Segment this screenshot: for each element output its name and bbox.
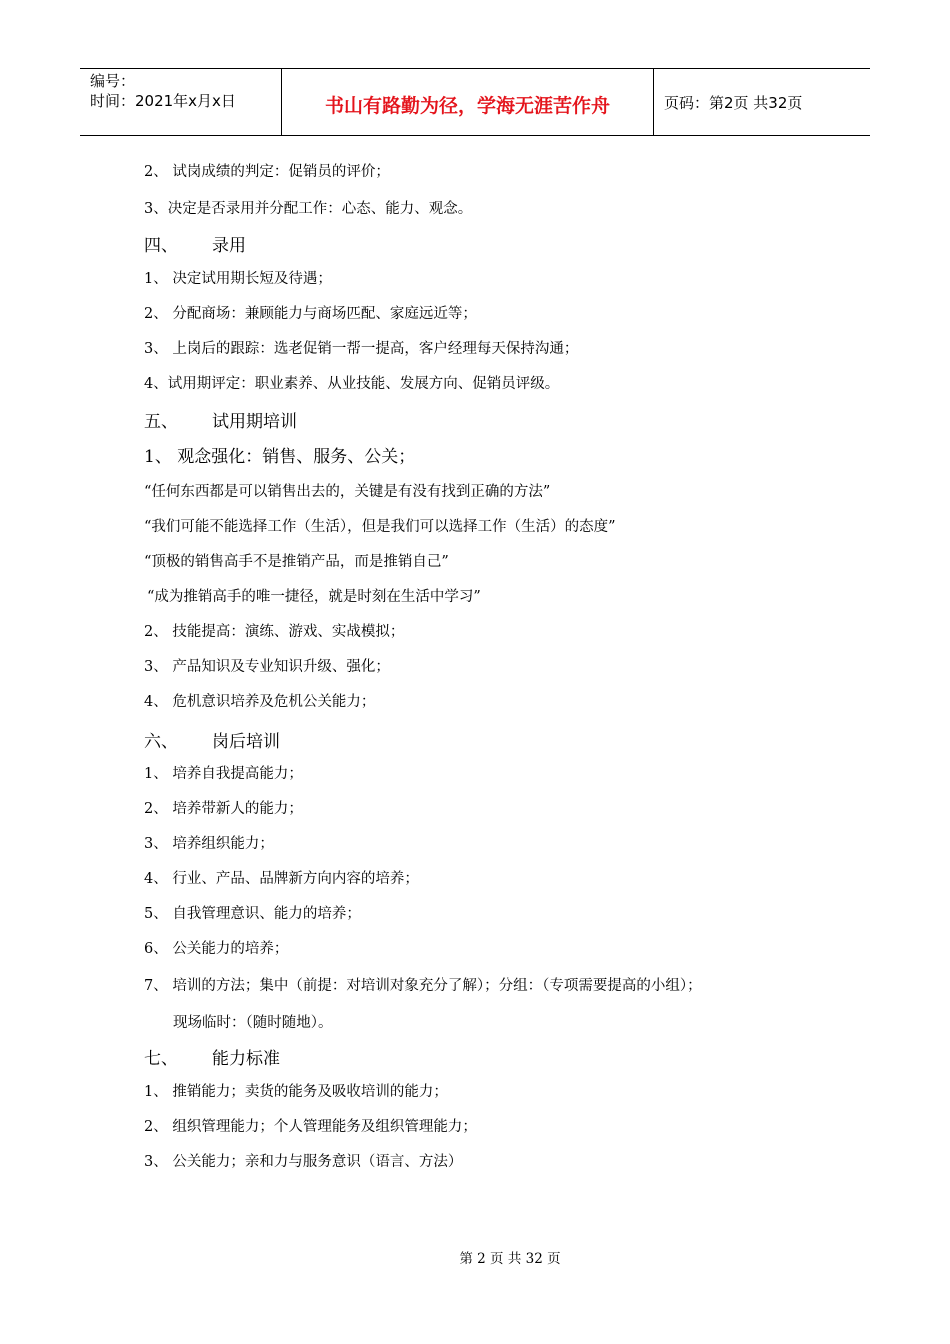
body-line: 2、 培养带新人的能力； xyxy=(144,801,303,817)
quote-line: “任何东西都是可以销售出去的，关键是有没有找到正确的方法” xyxy=(144,484,551,500)
document-number-label: 编号： xyxy=(90,72,136,90)
section-heading xyxy=(144,407,297,432)
header-motto: 书山有路勤为径，学海无涯苦作舟 xyxy=(282,69,654,135)
section-heading xyxy=(144,727,280,752)
section-title: 录用 xyxy=(212,236,246,256)
body-line: 1、 决定试用期长短及待遇； xyxy=(144,271,332,287)
body-line: 4、 危机意识培养及危机公关能力； xyxy=(144,694,376,710)
body-line: 4、试用期评定：职业素养、从业技能、发展方向、促销员评级。 xyxy=(144,376,560,392)
body-line: 1、 观念强化：销售、服务、公关； xyxy=(144,447,416,467)
body-line: 1、 推销能力；卖货的能务及吸收培训的能力； xyxy=(144,1084,448,1100)
quote-line: “我们可能不能选择工作（生活），但是我们可以选择工作（生活）的态度” xyxy=(144,519,616,535)
body-line: 2、 分配商场：兼顾能力与商场匹配、家庭远近等； xyxy=(144,306,477,322)
page-footer: 第 2 页 共 32 页 xyxy=(459,1251,561,1267)
body-line: 3、 公关能力；亲和力与服务意识（语言、方法） xyxy=(144,1154,463,1170)
section-number: 六、 xyxy=(144,732,178,752)
page-header xyxy=(80,68,870,136)
body-line: 6、 公关能力的培养； xyxy=(144,941,289,957)
quote-line: “成为推销高手的唯一捷径，就是时刻在生活中学习” xyxy=(147,589,481,605)
body-line: 3、决定是否录用并分配工作：心态、能力、观念。 xyxy=(144,201,473,217)
body-line: 1、 培养自我提高能力； xyxy=(144,766,303,782)
header-page-info: 页码：第2页 共32页 xyxy=(664,93,803,112)
body-line: 2、 组织管理能力；个人管理能务及组织管理能力； xyxy=(144,1119,477,1135)
body-line-continuation: 现场临时：（随时随地）。 xyxy=(173,1015,333,1031)
section-title: 岗后培训 xyxy=(212,732,280,752)
section-heading xyxy=(144,231,246,256)
document-time: 时间：2021年x月x日 xyxy=(90,92,236,110)
quote-line: “顶极的销售高手不是推销产品，而是推销自己” xyxy=(144,554,449,570)
section-title: 试用期培训 xyxy=(212,412,297,432)
body-line: 2、 试岗成绩的判定：促销员的评价； xyxy=(144,164,390,180)
section-number: 七、 xyxy=(144,1049,178,1069)
section-title: 能力标准 xyxy=(212,1049,280,1069)
header-meta xyxy=(80,69,282,135)
section-number: 五、 xyxy=(144,412,178,432)
body-line: 5、 自我管理意识、能力的培养； xyxy=(144,906,361,922)
body-line: 3、 产品知识及专业知识升级、强化； xyxy=(144,659,390,675)
body-line: 7、 培训的方法；集中（前提：对培训对象充分了解）；分组：（专项需要提高的小组）； xyxy=(144,978,702,994)
body-line: 2、 技能提高：演练、游戏、实战模拟； xyxy=(144,624,405,640)
body-line: 3、 上岗后的跟踪：选老促销一帮一提高，客户经理每天保持沟通； xyxy=(144,341,579,357)
section-number: 四、 xyxy=(144,236,178,256)
body-line: 3、 培养组织能力； xyxy=(144,836,274,852)
body-line: 4、 行业、产品、品牌新方向内容的培养； xyxy=(144,871,419,887)
section-heading xyxy=(144,1044,280,1069)
